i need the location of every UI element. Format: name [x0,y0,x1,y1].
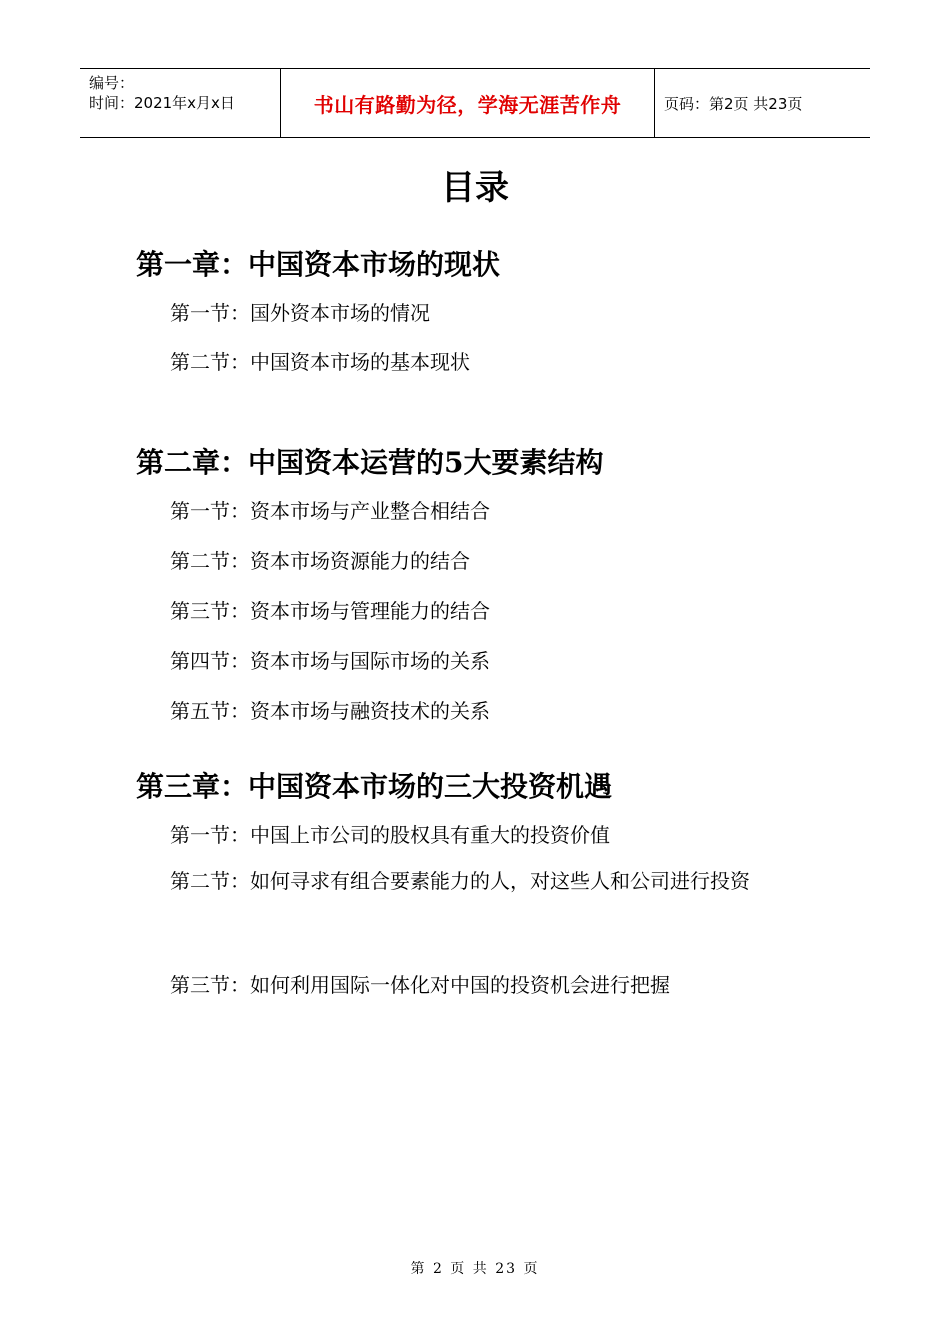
chapter-2-section-4: 第四节：资本市场与国际市场的关系 [170,649,490,673]
chapter-2-section-1: 第一节：资本市场与产业整合相结合 [170,499,490,523]
chapter-2-section-2: 第二节：资本市场资源能力的结合 [170,549,470,573]
page-header [80,68,870,138]
toc-title: 目录 [441,168,509,208]
number-label: 编号： [89,74,135,92]
chapter-1-heading: 第一章：中国资本市场的现状 [136,248,501,281]
chapter-3-section-1: 第一节：中国上市公司的股权具有重大的投资价值 [170,823,610,847]
chapter-3-section-2: 第二节：如何寻求有组合要素能力的人，对这些人和公司进行投资 [170,869,750,893]
chapter-1-section-1: 第一节：国外资本市场的情况 [170,301,430,325]
chapter-2-heading: 第二章：中国资本运营的5大要素结构 [136,446,604,479]
time-label: 时间：2021年x月x日 [89,94,235,112]
chapter-3-heading: 第三章：中国资本市场的三大投资机遇 [136,770,613,803]
chapter-1-section-2: 第二节：中国资本市场的基本现状 [170,350,470,374]
chapter-2-section-5: 第五节：资本市场与融资技术的关系 [170,699,490,723]
chapter-3-section-3: 第三节：如何利用国际一体化对中国的投资机会进行把握 [170,973,670,997]
header-meta [80,69,281,137]
chapter-2-section-3: 第三节：资本市场与管理能力的结合 [170,599,490,623]
header-motto: 书山有路勤为径，学海无涯苦作舟 [281,69,655,137]
header-page-label: 页码：第2页 共23页 [664,94,803,113]
page-footer: 第 2 页 共 23 页 [410,1261,540,1277]
